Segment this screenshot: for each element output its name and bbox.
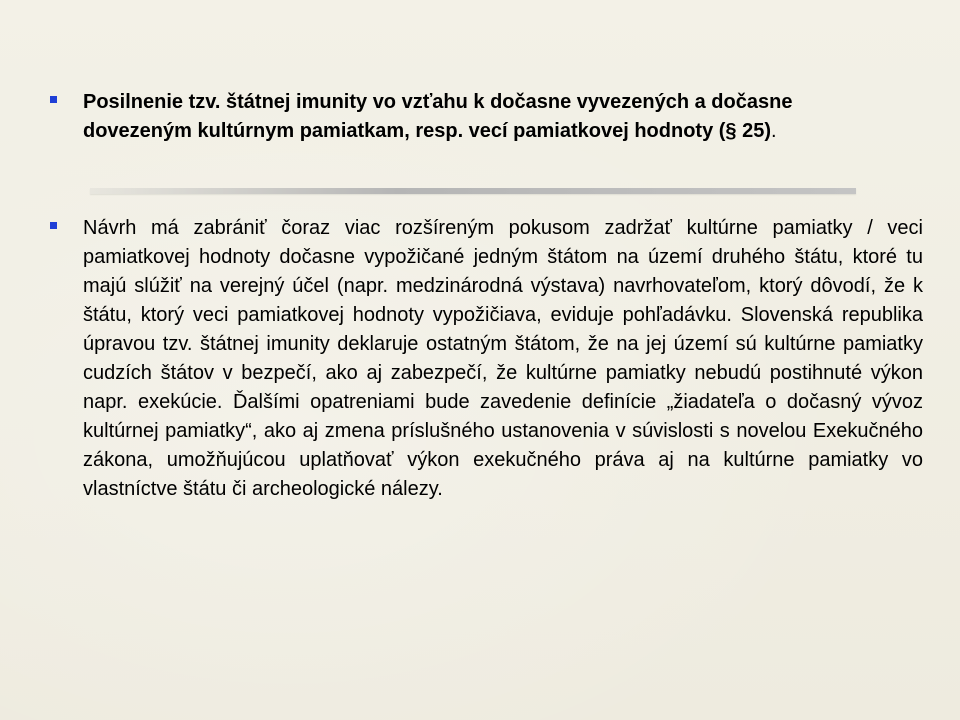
divider-line [90,188,856,194]
bullet-heading-suffix: . [771,120,777,142]
square-bullet-icon [50,222,57,229]
bullet-item-2 [50,214,930,504]
bullet-heading: Posilnenie tzv. štátnej imunity vo vzťahu k dočasne vyvezených a dočasne dovezeným kultúrnym pamiatkam, resp. vecí pamiatkovej hodnoty (§ 25) [83,91,793,142]
bullet-item-1 [50,88,890,146]
bullet-text-1 [83,88,863,146]
square-bullet-icon [50,96,57,103]
bullet-text-2: Návrh má zabrániť čoraz viac rozšíreným pokusom zadržať kultúrne pamiatky / veci pamiatkovej hodnoty dočasne vypožičané jedným štátom na území druhého štátu, ktoré tu majú slúžiť na verejný účel (napr. medzinárodná výstava) navrhovateľom, ktorý dôvodí, že k štátu, ktorý veci pamiatkovej hodnoty vypožičiava, eviduje pohľadávku. Slovenská republika úpravou tzv. štátnej imunity deklaruje ostatným štátom, že na jej území sú kultúrne pamiatky cudzích štátov v bezpečí, ako aj zabezpečí, že kultúrne pamiatky nebudú postihnuté výkon napr. exekúcie. Ďalšími opatreniami bude zavedenie definície „žiadateľa o dočasný vývoz kultúrnej pamiatky“, ako aj zmena príslušného ustanovenia v súvislosti s novelou Exekučného zákona, umožňujúcou uplatňovať výkon exekučného práva aj na kultúrne pamiatky vo vlastníctve štátu či archeologické nálezy. [83,217,923,500]
